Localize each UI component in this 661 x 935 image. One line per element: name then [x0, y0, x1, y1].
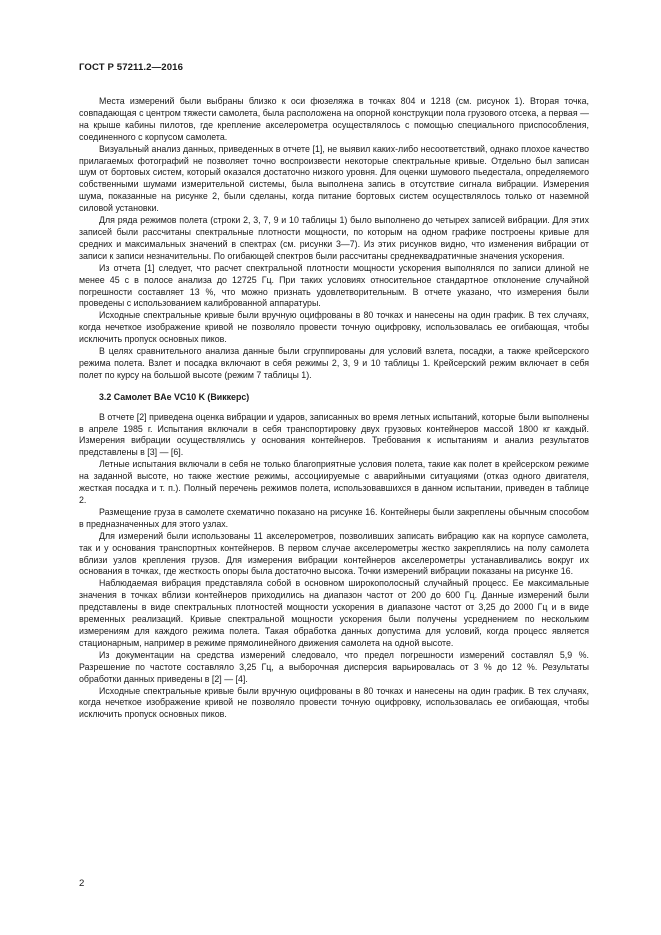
paragraph: В целях сравнительного анализа данные были сгруппированы для условий взлета, посадки, а также крейсерского режима полета. Взлет и посадка включают в себя режимы 2, 3, 9 и 10 таблицы 1. Крейсерский режим включает в себя полет по курсу на большой высоте (режим 7 таблицы 1).	[79, 346, 589, 380]
paragraph: Для измерений были использованы 11 акселерометров, позволивших записать вибрацию как на корпусе самолета, так и у основания транспортных контейнеров. В первом случае акселерометры жестко закреплялись на полу самолета вблизи узлов крепления грузов. Для измерения вибрации контейнеров акселерометры устанавливались вокруг их основания в точках, где жесткость опоры была достаточно высока. Точки измерений вибрации показаны на рисунке 16.	[79, 530, 589, 577]
page-number: 2	[79, 878, 85, 889]
paragraph: Из документации на средства измерений следовало, что предел погрешности измерений составлял 5,9 %. Разрешение по частоте составляло 3,25 Гц, а выборочная дисперсия варьировалась от 3 % до 12 %. Результаты обработки данных приведены в [2] — [4].	[79, 649, 589, 684]
document-body	[79, 96, 589, 721]
paragraph: Из отчета [1] следует, что расчет спектральной плотности мощности ускорения выполнялся по записи длиной не менее 45 с в полосе анализа до 12725 Гц. При таких условиях относительное стандартное отклонение случайной погрешности составляет 13 %, что можно признать удовлетворительным. В отчете указано, что измерения были проведены с использованием калиброванной аппаратуры.	[79, 262, 589, 309]
paragraph: Размещение груза в самолете схематично показано на рисунке 16. Контейнеры были закреплены обычным способом в предназначенных для этого узлах.	[79, 506, 589, 529]
paragraph: Летные испытания включали в себя не только благоприятные условия полета, такие как полет в крейсерском режиме на заданной высоте, но также жесткие режимы, ассоциируемые с аварийными ситуациями (отказ одного двигателя, жесткая посадка и т. п.). Полный перечень режимов полета, использовавшихся в данном испытании, приведен в таблице 2.	[79, 459, 589, 505]
paragraph: Наблюдаемая вибрация представляла собой в основном широкополосный случайный процесс. Ее максимальные значения в точках вблизи контейнеров приходились на диапазон частот от 200 до 600 Гц. Данные измерений были представлены в виде спектральных плотностей мощности ускорения в диапазоне частот от 3,25 до 2000 Гц и в виде временных реализаций. Кривые спектральной мощности ускорения были получены усреднением по нескольким измерениям для каждого режима полета. Такая обработка данных допустима для условий, когда процесс является стационарным, например в режиме прямолинейного движения самолета на одной высоте.	[79, 578, 589, 648]
paragraph: Исходные спектральные кривые были вручную оцифрованы в 80 точках и нанесены на один график. В тех случаях, когда нечеткое изображение кривой не позволяло провести точную оцифровку, использовалась ее огибающая, чтобы исключить пропуск основных пиков.	[79, 685, 589, 720]
paragraph: Места измерений были выбраны близко к оси фюзеляжа в точках 804 и 1218 (см. рисунок 1). Вторая точка, совпадающая с центром тяжести самолета, была расположена на опорной конструкции пола грузового отсека, а первая — на крыше кабины пилотов, где крепление акселерометра осуществлялось с помощью специального приспособления, соединенного с корпусом самолета.	[79, 96, 589, 142]
paragraph: Для ряда режимов полета (строки 2, 3, 7, 9 и 10 таблицы 1) было выполнено до четырех записей вибрации. Для этих записей были рассчитаны спектральные плотности мощности, по которым на одном графике построены кривые для средних и максимальных значений в спектрах (см. рисунки 3—7). Из этих рисунков видно, что изменения вибрации от записи к записи незначительны. По огибающей спектров были рассчитаны среднеквадратичные значения ускорения.	[79, 215, 589, 261]
standard-header: ГОСТ Р 57211.2—2016	[79, 62, 184, 73]
paragraph: В отчете [2] приведена оценка вибрации и ударов, записанных во время летных испытаний, которые были выполнены в апреле 1985 г. Испытания включали в себя транспортировку двух грузовых контейнеров массой 1800 кг каждый. Измерения вибрации осуществлялись у основания контейнеров. Требования к испытаниям и анализ результатов представлены в [3] — [6].	[79, 411, 589, 458]
paragraph: Визуальный анализ данных, приведенных в отчете [1], не выявил каких-либо несоответствий, однако плохое качество прилагаемых фотографий не позволяет точно воспроизвести некоторые спектральные кривые. Отдельно был записан шум от бортовых систем, который оказался достаточно низкого уровня. Для оценки шумового пьедестала, определяемого собственными шумами измерительной системы, была выполнена запись в отсутствие сигнала вибрации. Измерения шума, показанные на рисунке 2, были сделаны, когда питание бортовых систем осуществлялось только от наземной силовой установки.	[79, 143, 589, 214]
paragraph: Исходные спектральные кривые были вручную оцифрованы в 80 точках и нанесены на один график. В тех случаях, когда нечеткое изображение кривой не позволяло провести точную оцифровку, использовалась ее огибающая, чтобы исключить пропуск основных пиков.	[79, 310, 589, 345]
section-heading: 3.2 Самолет BAe VC10 K (Виккерс)	[99, 391, 250, 402]
